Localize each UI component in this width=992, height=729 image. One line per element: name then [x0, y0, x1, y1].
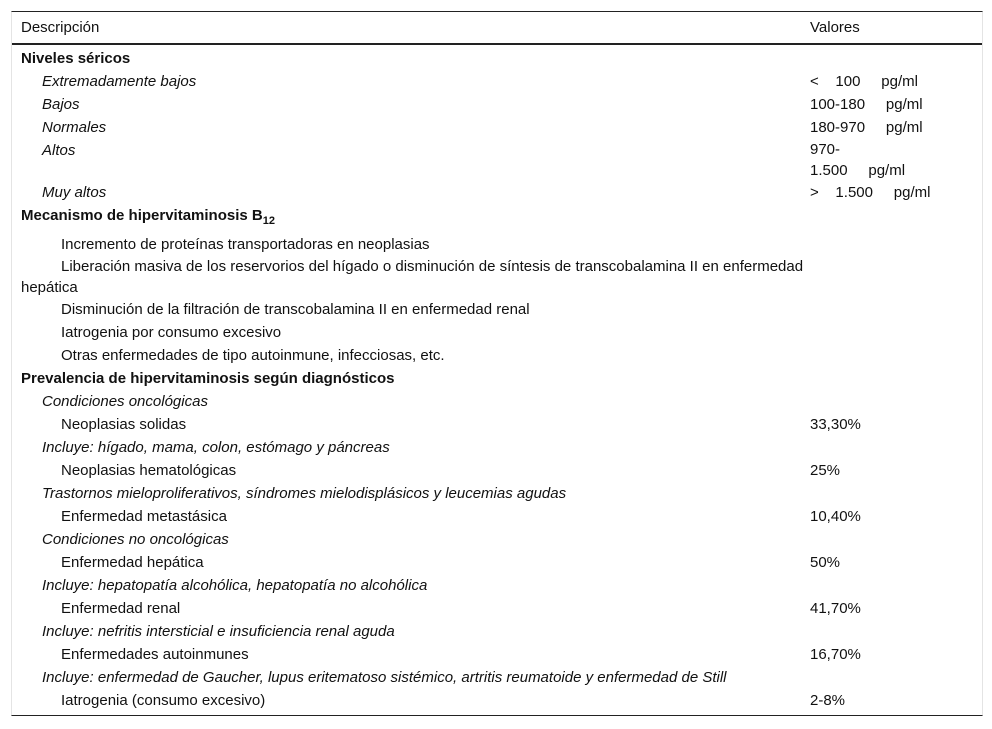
- row-label: Disminución de la filtración de transcobalamina II en enfermedad renal: [61, 301, 530, 318]
- row-label: Altos: [42, 142, 76, 159]
- header-description: Descripción: [21, 19, 100, 36]
- section-title: Prevalencia de hipervitaminosis según diagnósticos: [21, 370, 395, 387]
- row-value: 10,40%: [810, 508, 861, 525]
- row-value: 2-8%: [810, 692, 846, 709]
- row-label: Neoplasias hematológicas: [61, 462, 237, 479]
- row-label: Muy altos: [42, 184, 107, 201]
- row-label: Extremadamente bajos: [42, 73, 197, 90]
- row-note: Incluye: hígado, mama, colon, estómago y páncreas: [42, 439, 390, 456]
- table-row: [12, 181, 982, 204]
- note-row: [12, 666, 982, 689]
- row-value: 50%: [810, 554, 841, 571]
- row-value: > 1.500 pg/ml: [810, 184, 931, 201]
- table-row: [12, 413, 982, 436]
- row-label: Enfermedades autoinmunes: [61, 646, 249, 663]
- row-value: < 100 pg/ml: [810, 73, 918, 90]
- row-label: Enfermedad metastásica: [61, 508, 227, 525]
- row-label: Neoplasias solidas: [61, 416, 187, 433]
- table-header: [12, 12, 982, 45]
- subsection-title: Condiciones oncológicas: [42, 393, 208, 410]
- row-label: Enfermedad hepática: [61, 554, 204, 571]
- row-label: Enfermedad renal: [61, 600, 181, 617]
- row-label: Normales: [42, 119, 107, 136]
- subsection-row: [12, 390, 982, 413]
- row-note: Incluye: nefritis intersticial e insuficiencia renal aguda: [42, 623, 395, 640]
- row-value: 16,70%: [810, 646, 861, 663]
- row-value: 180-970 pg/ml: [810, 119, 923, 136]
- row-label: Iatrogenia por consumo excesivo: [61, 324, 282, 341]
- table-body: [12, 45, 982, 715]
- section-title-row: [12, 47, 982, 70]
- section-title: Niveles séricos: [21, 50, 131, 67]
- row-value: 25%: [810, 462, 841, 479]
- table-row: [12, 551, 982, 574]
- table-row: [12, 321, 982, 344]
- section-title-row: [12, 204, 982, 233]
- note-row: [12, 482, 982, 505]
- table-row: [12, 643, 982, 666]
- table-row: [12, 139, 982, 181]
- note-row: [12, 620, 982, 643]
- table-row: [12, 505, 982, 528]
- row-note: Incluye: enfermedad de Gaucher, lupus eritematoso sistémico, artritis reumatoide y enfermedad de Still: [42, 669, 727, 686]
- section-title: Mecanismo de hipervitaminosis $B_{12}$: [21, 207, 275, 227]
- row-note: Incluye: hepatopatía alcohólica, hepatopatía no alcohólica: [42, 577, 428, 594]
- row-label: Bajos: [42, 96, 80, 113]
- table-row: [12, 256, 982, 298]
- table-row: [12, 344, 982, 367]
- table-row: [12, 298, 982, 321]
- row-label: Iatrogenia (consumo excesivo): [61, 692, 266, 709]
- subsection-title: Condiciones no oncológicas: [42, 531, 229, 548]
- table-row: [12, 233, 982, 256]
- row-note: Trastornos mieloproliferativos, síndromes mielodisplásicos y leucemias agudas: [42, 485, 567, 502]
- row-label: Incremento de proteínas transportadoras en neoplasias: [61, 236, 430, 253]
- row-label: Otras enfermedades de tipo autoinmune, infecciosas, etc.: [61, 347, 445, 364]
- row-value: 41,70%: [810, 600, 861, 617]
- table-row: [12, 689, 982, 712]
- table-row: [12, 597, 982, 620]
- table-row: [12, 459, 982, 482]
- row-value: 100-180 pg/ml: [810, 96, 923, 113]
- note-row: [12, 436, 982, 459]
- row-label: Liberación masiva de los reservorios del hígado o disminución de síntesis de transcobalamina II en enfermedad hepática: [21, 258, 804, 296]
- table-row: [12, 93, 982, 116]
- note-row: [12, 574, 982, 597]
- section-title-row: [12, 367, 982, 390]
- header-values: Valores: [810, 19, 860, 36]
- subsection-row: [12, 528, 982, 551]
- table-row: [12, 116, 982, 139]
- row-value: 970- 1.500 pg/ml: [810, 141, 906, 179]
- table-row: [12, 70, 982, 93]
- row-value: 33,30%: [810, 416, 861, 433]
- data-table: [11, 11, 983, 716]
